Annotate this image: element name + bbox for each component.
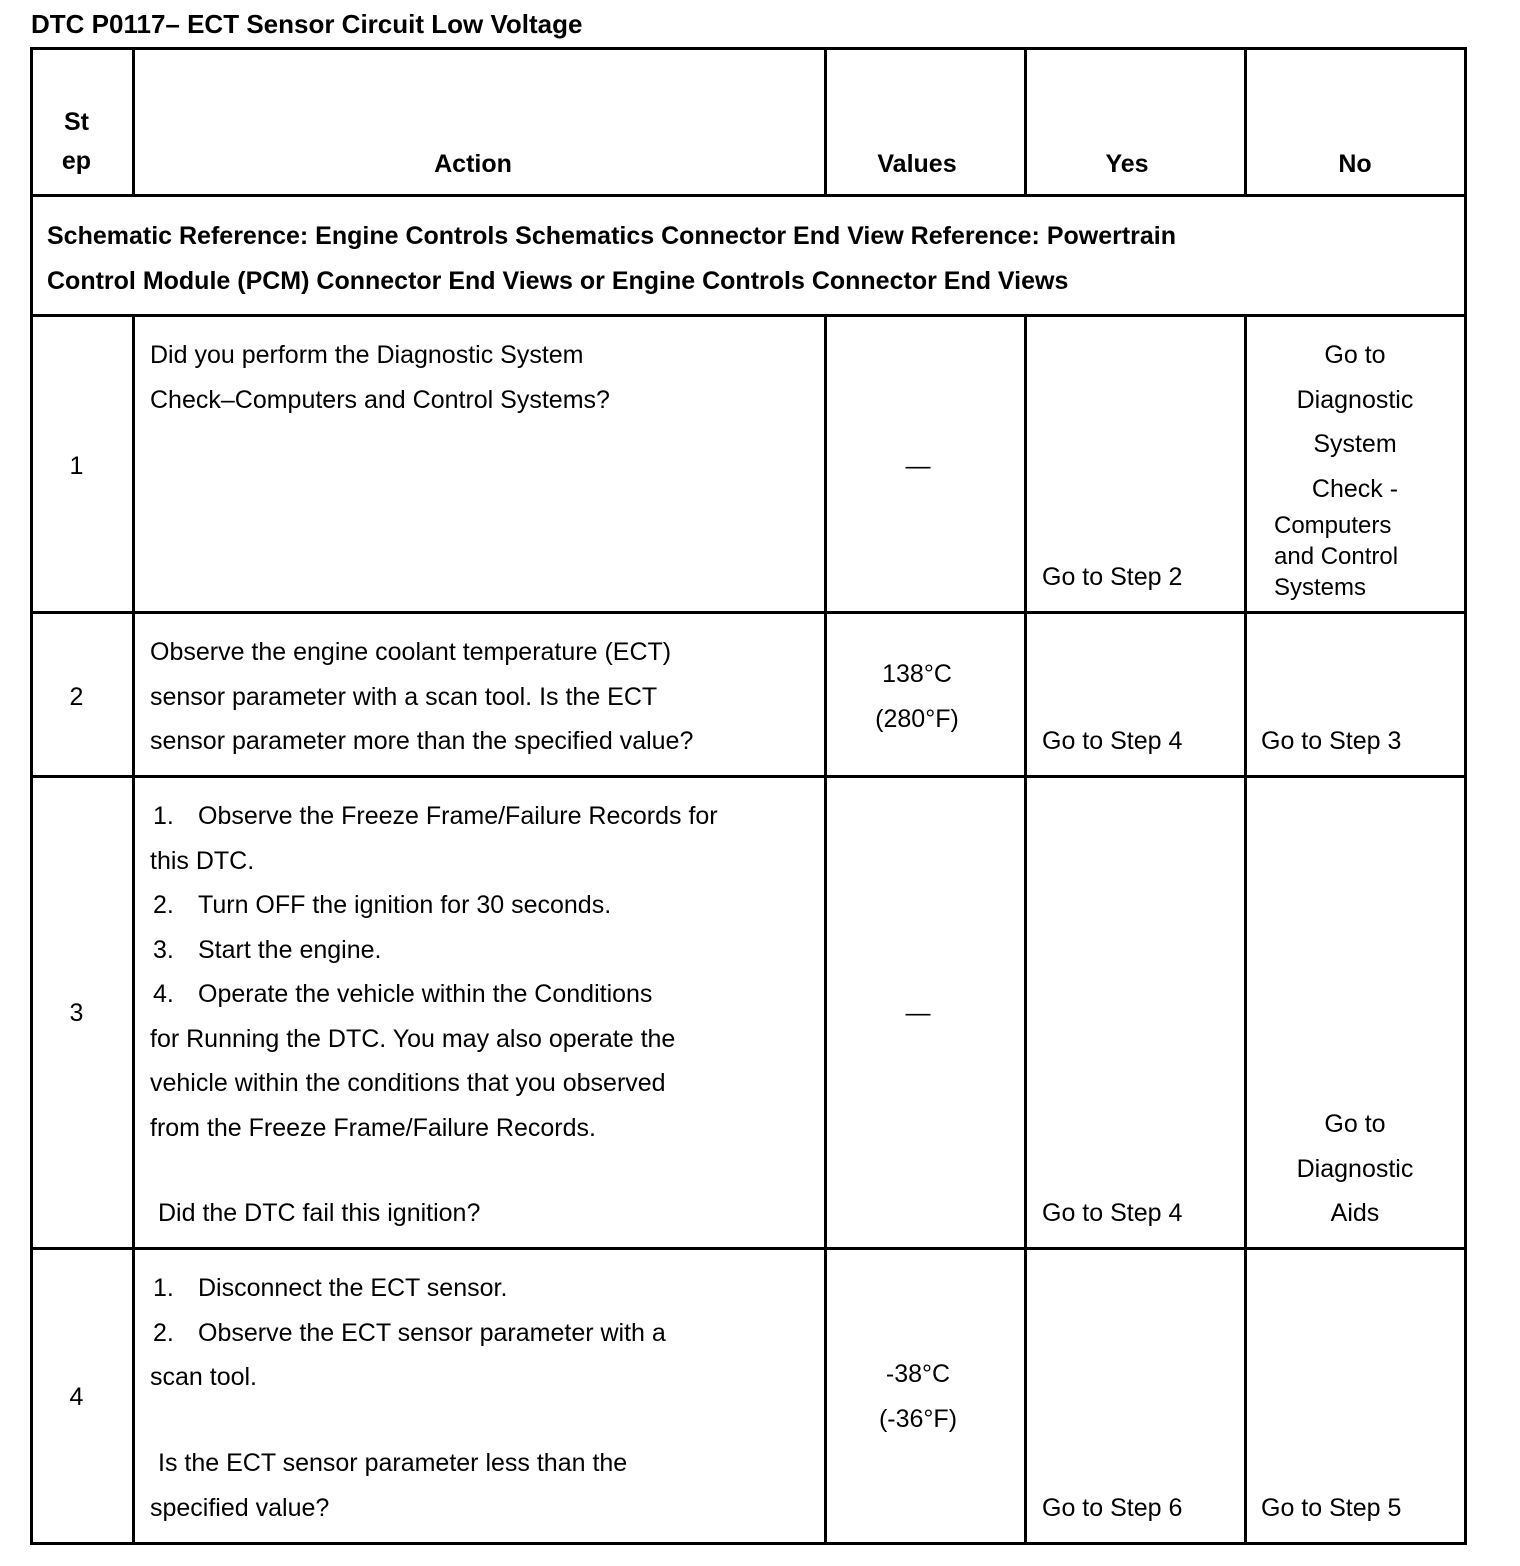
header-yes: Yes — [1105, 150, 1149, 178]
action-text: Did you perform the Diagnostic System Check–Computers and Control Systems? — [150, 341, 610, 414]
step-number: 3 — [69, 999, 84, 1027]
step-number: 2 — [69, 683, 84, 711]
no-link[interactable]: Go to Diagnostic Aids — [1296, 1110, 1414, 1227]
col-divider-values — [1024, 314, 1027, 1542]
step-number: 4 — [69, 1383, 84, 1411]
action-question: Is the ECT sensor parameter less than the specified value? — [150, 1449, 628, 1522]
header-divider — [33, 194, 1464, 197]
value-text: — — [905, 999, 931, 1027]
row-2-divider — [33, 775, 1464, 778]
no-link[interactable]: Go to Diagnostic System Check - — [1296, 341, 1414, 503]
header-values: Values — [877, 150, 957, 178]
yes-link[interactable]: Go to Step 6 — [1042, 1494, 1183, 1522]
header-no: No — [1338, 150, 1372, 178]
list-item: 2. Turn OFF the ignition for 30 seconds. — [153, 891, 612, 919]
list-item: 1. Observe the Freeze Frame/Failure Records for — [153, 802, 718, 830]
value-text: — — [905, 452, 931, 480]
action-text: 1. Observe the Freeze Frame/Failure Records for this DTC. 2. Turn OFF the ignition for 30 seconds. 3. Start the engine. 4. Operate the vehicle within the Conditions for Running the DTC. You may also operate the vehicle within the conditions that you observed from the Freeze Frame/Failure Records. — [150, 794, 820, 1150]
no-link[interactable]: Go to Step 3 — [1261, 727, 1402, 755]
list-item: 1. Disconnect the ECT sensor. — [153, 1274, 508, 1302]
yes-link[interactable]: Go to Step 4 — [1042, 1199, 1183, 1227]
document-title: DTC P0117– ECT Sensor Circuit Low Voltage — [31, 9, 583, 39]
no-link-detail[interactable]: Computers and Control Systems — [1274, 512, 1399, 601]
list-item-continuation: this DTC. — [150, 846, 255, 875]
action-text: 1. Disconnect the ECT sensor. 2. Observe the ECT sensor parameter with a scan tool. — [150, 1266, 820, 1400]
list-item: 4. Operate the vehicle within the Conditions — [153, 980, 653, 1008]
row-1-divider — [33, 611, 1464, 614]
no-link[interactable]: Go to Step 5 — [1261, 1494, 1402, 1522]
col-divider-step — [132, 314, 135, 1542]
header-step: St ep — [61, 108, 92, 175]
value-text: -38°C (-36°F) — [878, 1360, 958, 1433]
yes-link[interactable]: Go to Step 2 — [1042, 563, 1183, 591]
header-action: Action — [434, 150, 512, 178]
reference-divider — [33, 314, 1464, 317]
action-question: Did the DTC fail this ignition? — [158, 1199, 481, 1227]
action-text: Observe the engine coolant temperature (ECT) sensor parameter with a scan tool. Is the ECT sensor parameter more than the specified value? — [150, 638, 694, 755]
step-number: 1 — [69, 452, 84, 480]
value-text: 138°C (280°F) — [875, 660, 959, 733]
list-item: 2. Observe the ECT sensor parameter with a — [153, 1318, 666, 1347]
list-item: 3. Start the engine. — [153, 935, 382, 964]
row-3-divider — [33, 1247, 1464, 1250]
schematic-reference: Schematic Reference: Engine Controls Schematics Connector End View Reference: Powertrain Control Module (PCM) Connector End Views or Engine Controls Connector End Views — [47, 222, 1177, 295]
yes-link[interactable]: Go to Step 4 — [1042, 727, 1183, 755]
diagnostic-table — [30, 47, 1467, 1545]
